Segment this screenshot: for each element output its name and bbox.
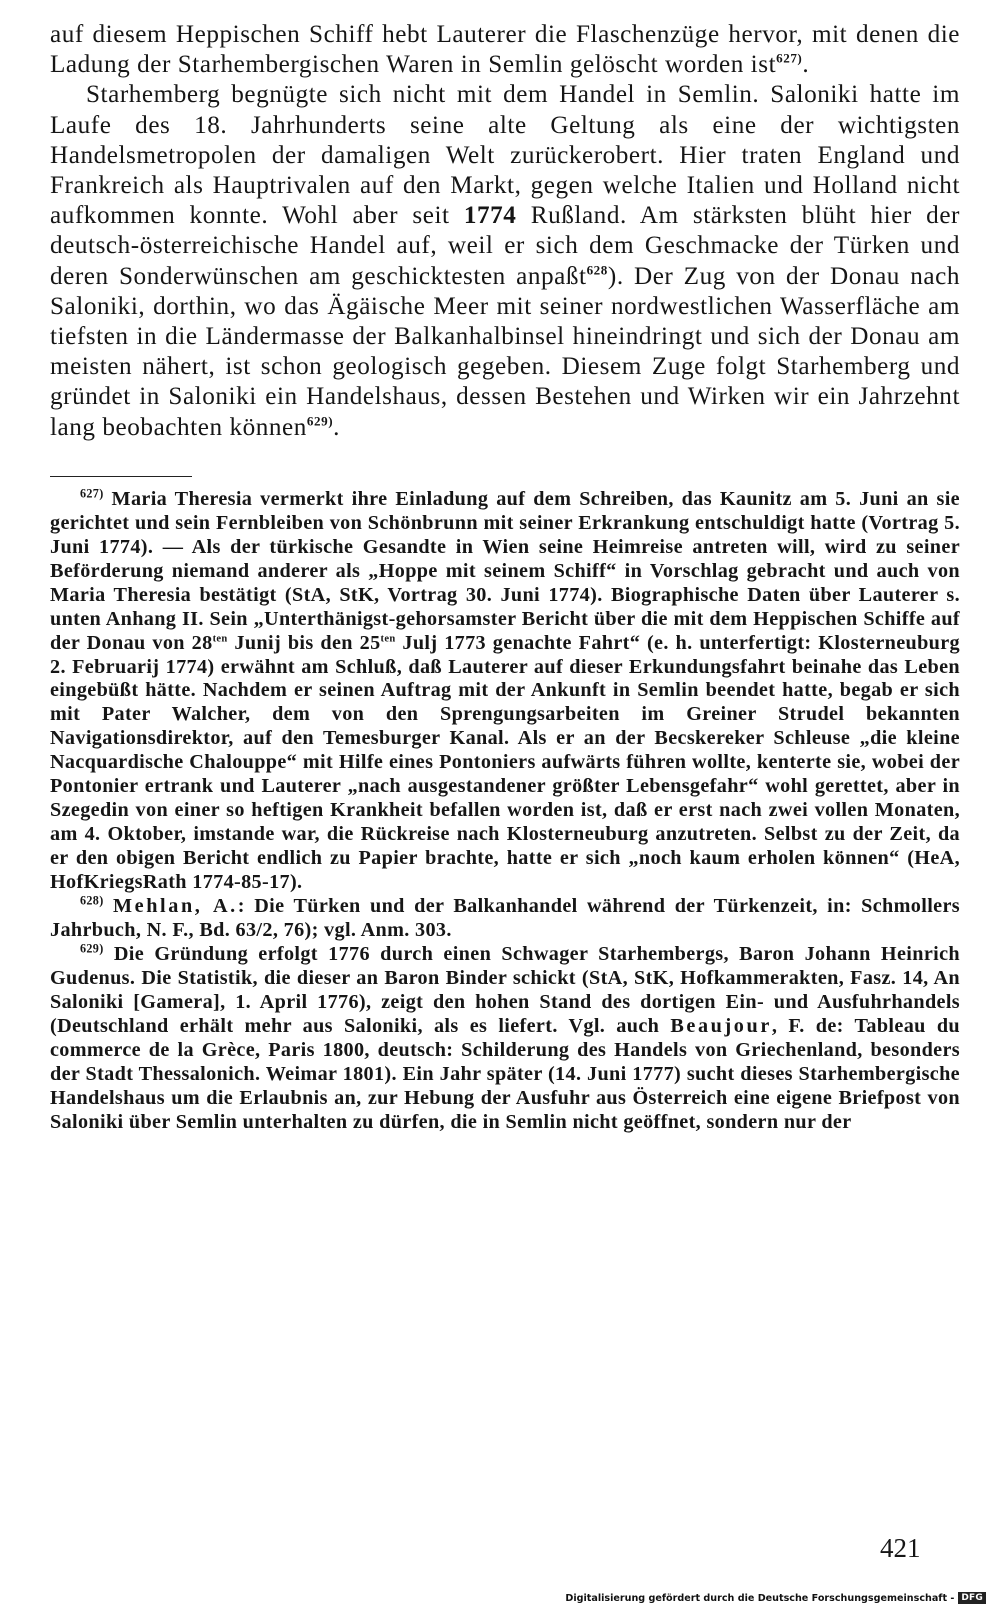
footnote-text: , F. de: Tableau du commerce de la Grèce, Paris 1800, deutsch: Schilderung des Handels von Griechenland, besonders der Stadt Thessalonich. Weimar 1801). Ein Jahr später (14. Juni 1777) sucht dieses Starhembergische Handelshaus um die Erlaubnis an, zur Hebung der Ausfuhr aus Österreich eine eigene Briefpost von Saloniki über Semlin unterhalten zu dürfen, die in Semlin nicht geöffnet, sondern nur der (50, 1014, 960, 1133)
footnote-text: : Die Türken und der Balkanhandel während der Türkenzeit, in: Schmollers Jahrbuch, N. F., Bd. 63/2, 76); vgl. Anm. 303. (50, 895, 960, 941)
paragraph (50, 20, 960, 80)
dfg-logo-icon: DFG (958, 1592, 986, 1604)
footnote-text: Julj 1773 genachte Fahrt“ (e. h. unterfertigt: Klosterneuburg 2. Februarij 1774) erwähnt am Schluß, daß Lauterer auf dieser Erkundungsfahrt beinahe das Leben eingebüßt hätte. Nachdem er seinen Auftrag mit der Ankunft in Semlin beendet hatte, begab er sich mit Pater Walcher, dem von den Sprengungsarbeiten im Greiner Strudel bekannten Navigationsdirektor, auf den Temesburger Kanal. Als er an der Becskereker Schleuse „die kleine Nacquardische Chalouppe“ mit Hilfe eines Pontoniers aufwärts führen wollte, kenterte sie, wobei der Pontonier ertrank und Lauterer „nach ausgestandener größter Lebensgefahr“ wohl gerettet, aber in Szegedin von einer so heftigen Krankheit befallen worden ist, daß er erst nach zwei vollen Monaten, am 4. Oktober, imstande war, die Rückreise nach Klosterneuburg anzutreten. Selbst zu der Zeit, da er den obigen Bericht endlich zu Papier brachte, hatte er sich „noch kaum erholen können“ (HeA, HofKriegsRath 1774-85-17). (50, 631, 961, 894)
digitization-credit (565, 1592, 986, 1604)
main-text (50, 20, 960, 443)
footnote-reference[interactable]: 629) (306, 413, 334, 429)
footnote-627 (50, 488, 960, 895)
page-number: 421 (880, 1533, 921, 1563)
superscript: ten (212, 632, 228, 644)
punctuation: . (333, 413, 340, 441)
superscript: ten (380, 632, 396, 644)
footnote-text: Junij bis den 25 (227, 631, 381, 654)
footnote-marker: 628) (80, 893, 104, 908)
footnote-text: Die Gründung erfolgt 1776 durch einen Schwager Starhembergs, Baron Johann Heinrich Gudenus. Die Statistik, die dieser an Baron Binder schickt (StA, StK, Hofkammerakten, Fasz. 14, An Saloniki [Gamera], 1. April 1776), zeigt den hohen Stand des dortigen Ein- und Ausfuhrhandels (Deutschland erhält mehr aus Saloniki, als es liefert. Vgl. auch (50, 942, 960, 1037)
footnote-reference[interactable]: 627) (776, 50, 803, 66)
author-name: Beaujour (670, 1014, 772, 1037)
footnote-text: Maria Theresia vermerkt ihre Einladung auf dem Schreiben, das Kaunitz am 5. Juni an sie gerichtet und sein Fernbleiben von Schönbrunn mit seiner Erkrankung entschuldigt hatte (Vortrag 5. Juni 1774). — Als der türkische Gesandte in Wien seine Heimreise antreten will, wird zu seiner Beförderung niemand anderer als „Hoppe mit seinem Schiff“ in Vorschlag gebracht und auch von Maria Theresia bestätigt (StA, StK, Vortrag 30. Juni 1774). Biographische Daten über Lauterer s. unten Anhang II. Sein „Unterthänigst-gehorsamster Bericht über die mit dem Heppischen Schiffe auf der Donau von 28 (50, 487, 960, 654)
paragraph-text: Starhemberg begnügte sich nicht mit dem Handel in Semlin. Saloniki hatte im Laufe des 18. Jahrhunderts seine alte Geltung als eine der wichtigsten Handelsmetropolen der damaligen Welt zurückerobert. Hier traten England und Frankreich als Hauptrivalen auf den Markt, gegen welche Italien und Holland nicht aufkommen konnte. Wohl aber seit (50, 81, 960, 230)
footnote-reference[interactable]: 628 (586, 262, 608, 278)
page-content (50, 20, 960, 1135)
footnote-marker: 627) (80, 486, 104, 501)
footnote-marker: 629) (80, 941, 104, 956)
paragraph-text: auf diesem Heppischen Schiff hebt Lauterer die Flaschenzüge hervor, mit denen die Ladung der Starhembergischen Waren in Semlin gelöscht worden ist (50, 21, 960, 79)
footnote-628 (50, 895, 960, 943)
credit-text: Digitalisierung gefördert durch die Deutsche Forschungsgemeinschaft - (565, 1592, 955, 1604)
paragraph-text: ). Der Zug von der Donau nach Saloniki, dorthin, wo das Ägäische Meer mit seiner nordwestlichen Wasserfläche am tiefsten in die Ländermasse der Balkanhalbinsel hineindringt und sich der Donau am meisten nähert, ist schon geologisch gegeben. Diesem Zuge folgt Starhemberg und gründet in Saloniki ein Handelshaus, dessen Bestehen und Wirken wir ein Jahrzehnt lang beobachten können (50, 262, 961, 441)
punctuation: . (802, 51, 810, 79)
year-number: 1774 (463, 202, 517, 230)
footnote-629 (50, 943, 960, 1135)
paragraph-text: Rußland. Am stärksten blüht hier der deutsch-österreichische Handel auf, weil er sich dem Geschmacke der Türken und deren Sonderwünschen am geschicktesten anpaßt (50, 202, 960, 290)
footnotes (50, 488, 960, 1135)
author-name: Mehlan, A. (113, 895, 238, 918)
paragraph (50, 80, 960, 442)
footnote-separator (50, 476, 192, 477)
